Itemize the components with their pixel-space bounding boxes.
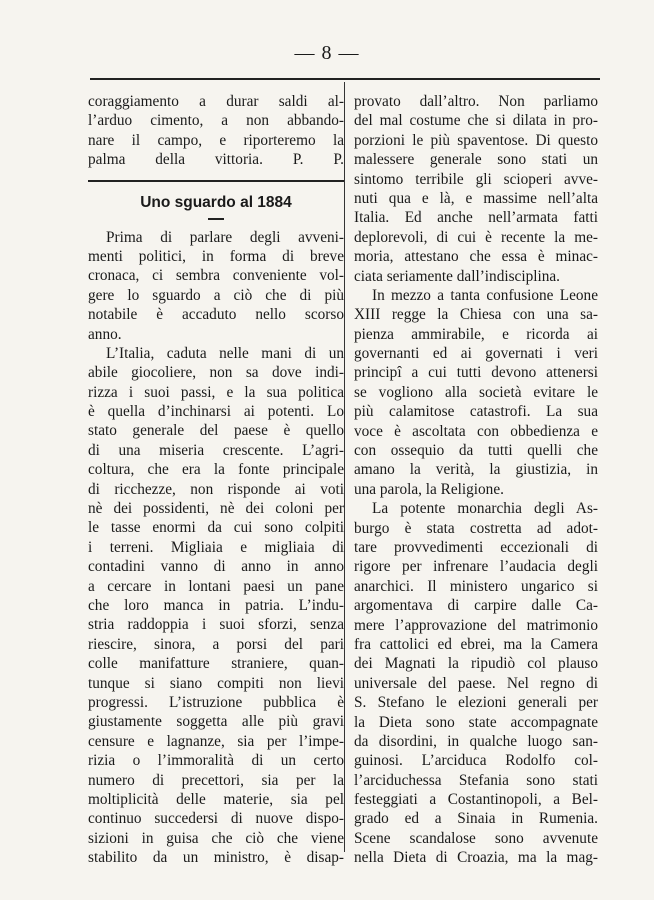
text-line: da disordini, in qualche luogo san- [354,732,598,750]
left-body [88,228,344,868]
text-line: gere lo sguardo a ciò che di più [88,286,344,304]
text-line: di ricchezze, non risponde ai voti [88,480,344,498]
column-divider [344,82,345,852]
text-line: colle manifatture straniere, quan- [88,655,344,673]
text-line: S. Stefano le elezioni generali per [354,694,598,712]
intro-paragraph [88,92,344,170]
text-line: ciata seriamente dall’indisciplina. [354,267,561,285]
text-line: anarchici. Il ministero ungarico si [354,577,598,595]
text-line: deplorevoli, di cui è recente la me- [354,228,598,246]
text-line: rigore per infrenare l’audacia degli [354,558,598,576]
text-line: continuo succedersi di nuove dispo- [88,810,344,828]
text-line: se vogliono alla società evitare le [354,383,598,401]
text-line: più calamitose catastrofi. La sua [354,403,598,421]
text-line: coltura, che era la fonte principale [88,461,344,479]
text-line: moltiplicità delle materie, sia pel [88,790,344,808]
text-line: le tasse enormi da cui sono colpiti [88,519,344,537]
text-line: tunque si siano compiti non lievi [88,674,344,692]
text-line: festeggiati a Costantinopoli, a Bel- [354,791,598,809]
text-line: dei Magnati la ripudiò col plauso [354,655,598,673]
text-line: contadini vanno di anno in anno [88,558,344,576]
text-line: nuti qua e là, e massime nell’alta [354,189,598,207]
text-line: argomentava di carpire dalle Ca- [354,597,598,615]
text-line: La potente monarchia degli As- [372,500,598,518]
text-line: tare provvedimenti eccezionali di [354,538,598,556]
right-column [354,92,598,868]
text-line: notabile è accaduto nello scorso [88,306,344,324]
text-line: giustamente soggetta alle più gravi [88,713,344,731]
text-line: stato generale del paese è quello [88,422,344,440]
text-line: palma della vittoria. P. P. [88,151,344,169]
text-line: burgo è stata costretta ad adot- [354,519,598,537]
text-line: una parola, la Religione. [354,480,504,498]
paragraph [354,499,598,867]
text-line: è quella d’inchinarsi ai potenti. Lo [88,403,344,421]
text-line: rizza i suoi passi, e la sua politica [88,383,344,401]
text-line: progressi. L’istruzione pubblica è [88,693,344,711]
text-line: che loro manca in patria. L’indu- [88,596,344,614]
text-line: la Dieta sono state accompagnate [354,713,598,731]
header-rule [90,78,600,80]
text-line: di una miseria crescente. L’agri- [88,441,344,459]
text-line: principî a cui tutti devono attenersi [354,364,598,382]
text-line: Italia. Ed anche nell’armata fatti [354,209,598,227]
text-line: l’arduo cimento, a non abbando- [88,112,344,130]
title-dash [208,218,224,220]
text-line: XIII regge la Chiesa con una sa- [354,306,598,324]
page-number: — 8 — [294,42,360,64]
text-line: Prima di parlare degli avveni- [106,228,344,246]
text-line: moria, attestano che essa è minac- [354,248,598,266]
text-line: del mal costume che si dilata in pro- [354,112,598,130]
text-line: nare il campo, e riporteremo la [88,131,344,149]
text-line: fra cattolici ed ebrei, ma la Camera [354,635,598,653]
text-line: censure e lagnanze, sia per l’impe- [88,732,344,750]
text-line: porzioni le più spaventose. Di questo [354,131,598,149]
text-line: nè dei possidenti, nè dei coloni per [88,500,344,518]
text-line: menti politici, in forma di breve [88,247,344,265]
text-line: l’arciduchessa Stefania sono stati [354,771,598,789]
text-line: cronaca, ci sembra conveniente vol- [88,267,344,285]
right-body [354,92,598,868]
text-line: stria raddoppia i suoi sforzi, senza [88,616,344,634]
text-line: mere l’approvazione del matrimonio [354,616,598,634]
text-line: stabilito da un ministro, è disap- [88,849,344,867]
text-line: riescire, sinora, a porsi del pari [88,635,344,653]
text-line: nella Dieta di Croazia, ma la mag- [354,849,598,867]
text-line: coraggiamento a durar saldi al- [88,93,344,110]
text-line: provato dall’altro. Non parliamo [354,93,598,110]
text-line: abile giocoliere, non sa dove indi- [88,364,344,382]
text-line: pienza ammirabile, e ricorda ai [354,325,598,343]
text-line: rizia o l’immoralità di un certo [88,752,344,770]
text-line: i terreni. Migliaia e migliaia di [88,538,344,556]
text-line: guinosi. L’arciduca Rodolfo col- [354,752,598,770]
text-line: universale del paese. Nel regno di [354,674,598,692]
paragraph [354,92,598,286]
paragraph [88,344,344,868]
text-line: L’Italia, caduta nelle mani di un [106,344,344,362]
text-line: sizioni in guisa che ciò che viene [88,829,344,847]
text-line: governanti ed ai governati i veri [354,345,598,363]
text-line: voce è ascoltata con obbedienza e [354,422,598,440]
paragraph [354,286,598,499]
text-line: anno. [88,325,122,343]
section-title: Uno sguardo al 1884 [140,193,292,211]
text-line: con ossequio da tutti quelli che [354,442,598,460]
text-line: malessere generale sono stati un [354,151,598,169]
text-line: In mezzo a tanta confusione Leone [372,286,598,304]
left-column [88,92,344,867]
text-line: sintomo terribile gli scioperi avve- [354,170,598,188]
text-line: amano la verità, la giustizia, in [354,461,598,479]
section-rule [88,180,344,182]
text-line: numero di precettori, sia per la [88,771,344,789]
paragraph [88,228,344,344]
text-line: Scene scandalose sono avvenute [354,829,598,847]
text-line: a cercare in lontani paesi un pane [88,577,344,595]
text-line: grado ed a Sinaia in Rumenia. [354,810,598,828]
